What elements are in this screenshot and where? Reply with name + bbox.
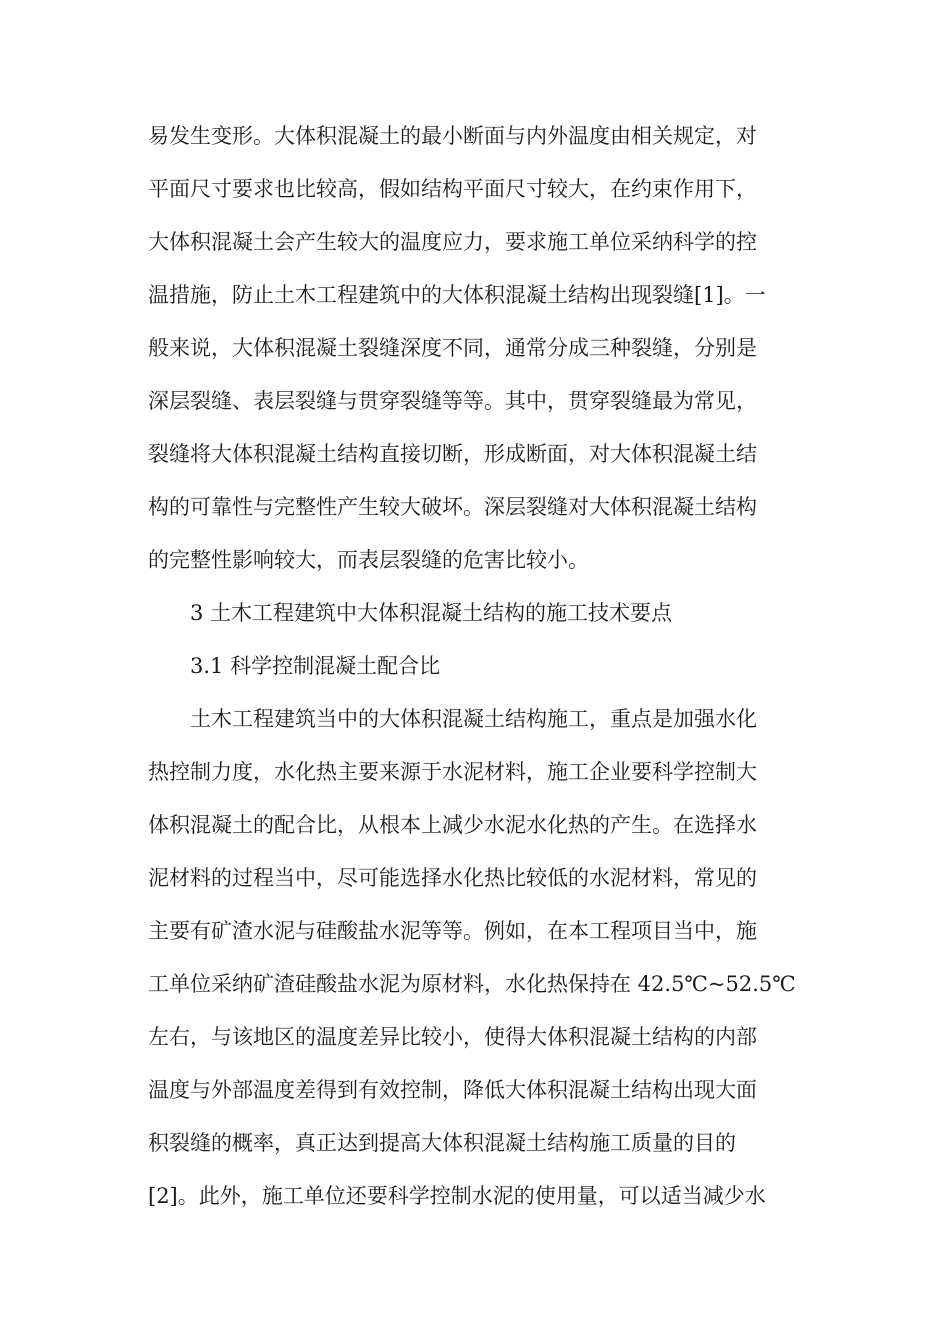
paragraph-line: 的完整性影响较大，而表层裂缝的危害比较小。	[148, 548, 589, 572]
paragraph-line: 平面尺寸要求也比较高，假如结构平面尺寸较大，在约束作用下，	[148, 177, 757, 201]
paragraph-line: 主要有矿渣水泥与硅酸盐水泥等等。例如，在本工程项目当中，施	[148, 919, 757, 943]
paragraph-line: 深层裂缝、表层裂缝与贯穿裂缝等等。其中，贯穿裂缝最为常见，	[148, 389, 757, 413]
paragraph-line: 左右，与该地区的温度差异比较小，使得大体积混凝土结构的内部	[148, 1025, 757, 1049]
paragraph-line: 体积混凝土的配合比，从根本上减少水泥水化热的产生。在选择水	[148, 813, 757, 837]
section-heading: 3 土木工程建筑中大体积混凝土结构的施工技术要点	[190, 601, 673, 625]
paragraph-line: 大体积混凝土会产生较大的温度应力，要求施工单位采纳科学的控	[148, 230, 757, 254]
paragraph-line: 温度与外部温度差得到有效控制，降低大体积混凝土结构出现大面	[148, 1078, 757, 1102]
paragraph-line: 工单位采纳矿渣硅酸盐水泥为原材料，水化热保持在 42.5℃~52.5℃	[148, 972, 796, 996]
paragraph-line: 构的可靠性与完整性产生较大破坏。深层裂缝对大体积混凝土结构	[148, 495, 757, 519]
paragraph-line: [2]。此外，施工单位还要科学控制水泥的使用量，可以适当减少水	[148, 1184, 766, 1208]
paragraph-line: 裂缝将大体积混凝土结构直接切断，形成断面，对大体积混凝土结	[148, 442, 757, 466]
subsection-heading: 3.1 科学控制混凝土配合比	[190, 654, 441, 678]
paragraph-line: 泥材料的过程当中，尽可能选择水化热比较低的水泥材料，常见的	[148, 866, 757, 890]
paragraph-line: 易发生变形。大体积混凝土的最小断面与内外温度由相关规定，对	[148, 124, 757, 148]
paragraph-line: 土木工程建筑当中的大体积混凝土结构施工，重点是加强水化	[190, 707, 757, 731]
paragraph-line: 温措施，防止土木工程建筑中的大体积混凝土结构出现裂缝[1]。一	[148, 283, 766, 307]
paragraph-line: 般来说，大体积混凝土裂缝深度不同，通常分成三种裂缝，分别是	[148, 336, 757, 360]
paragraph-line: 热控制力度，水化热主要来源于水泥材料，施工企业要科学控制大	[148, 760, 757, 784]
paragraph-line: 积裂缝的概率，真正达到提高大体积混凝土结构施工质量的目的	[148, 1131, 736, 1155]
